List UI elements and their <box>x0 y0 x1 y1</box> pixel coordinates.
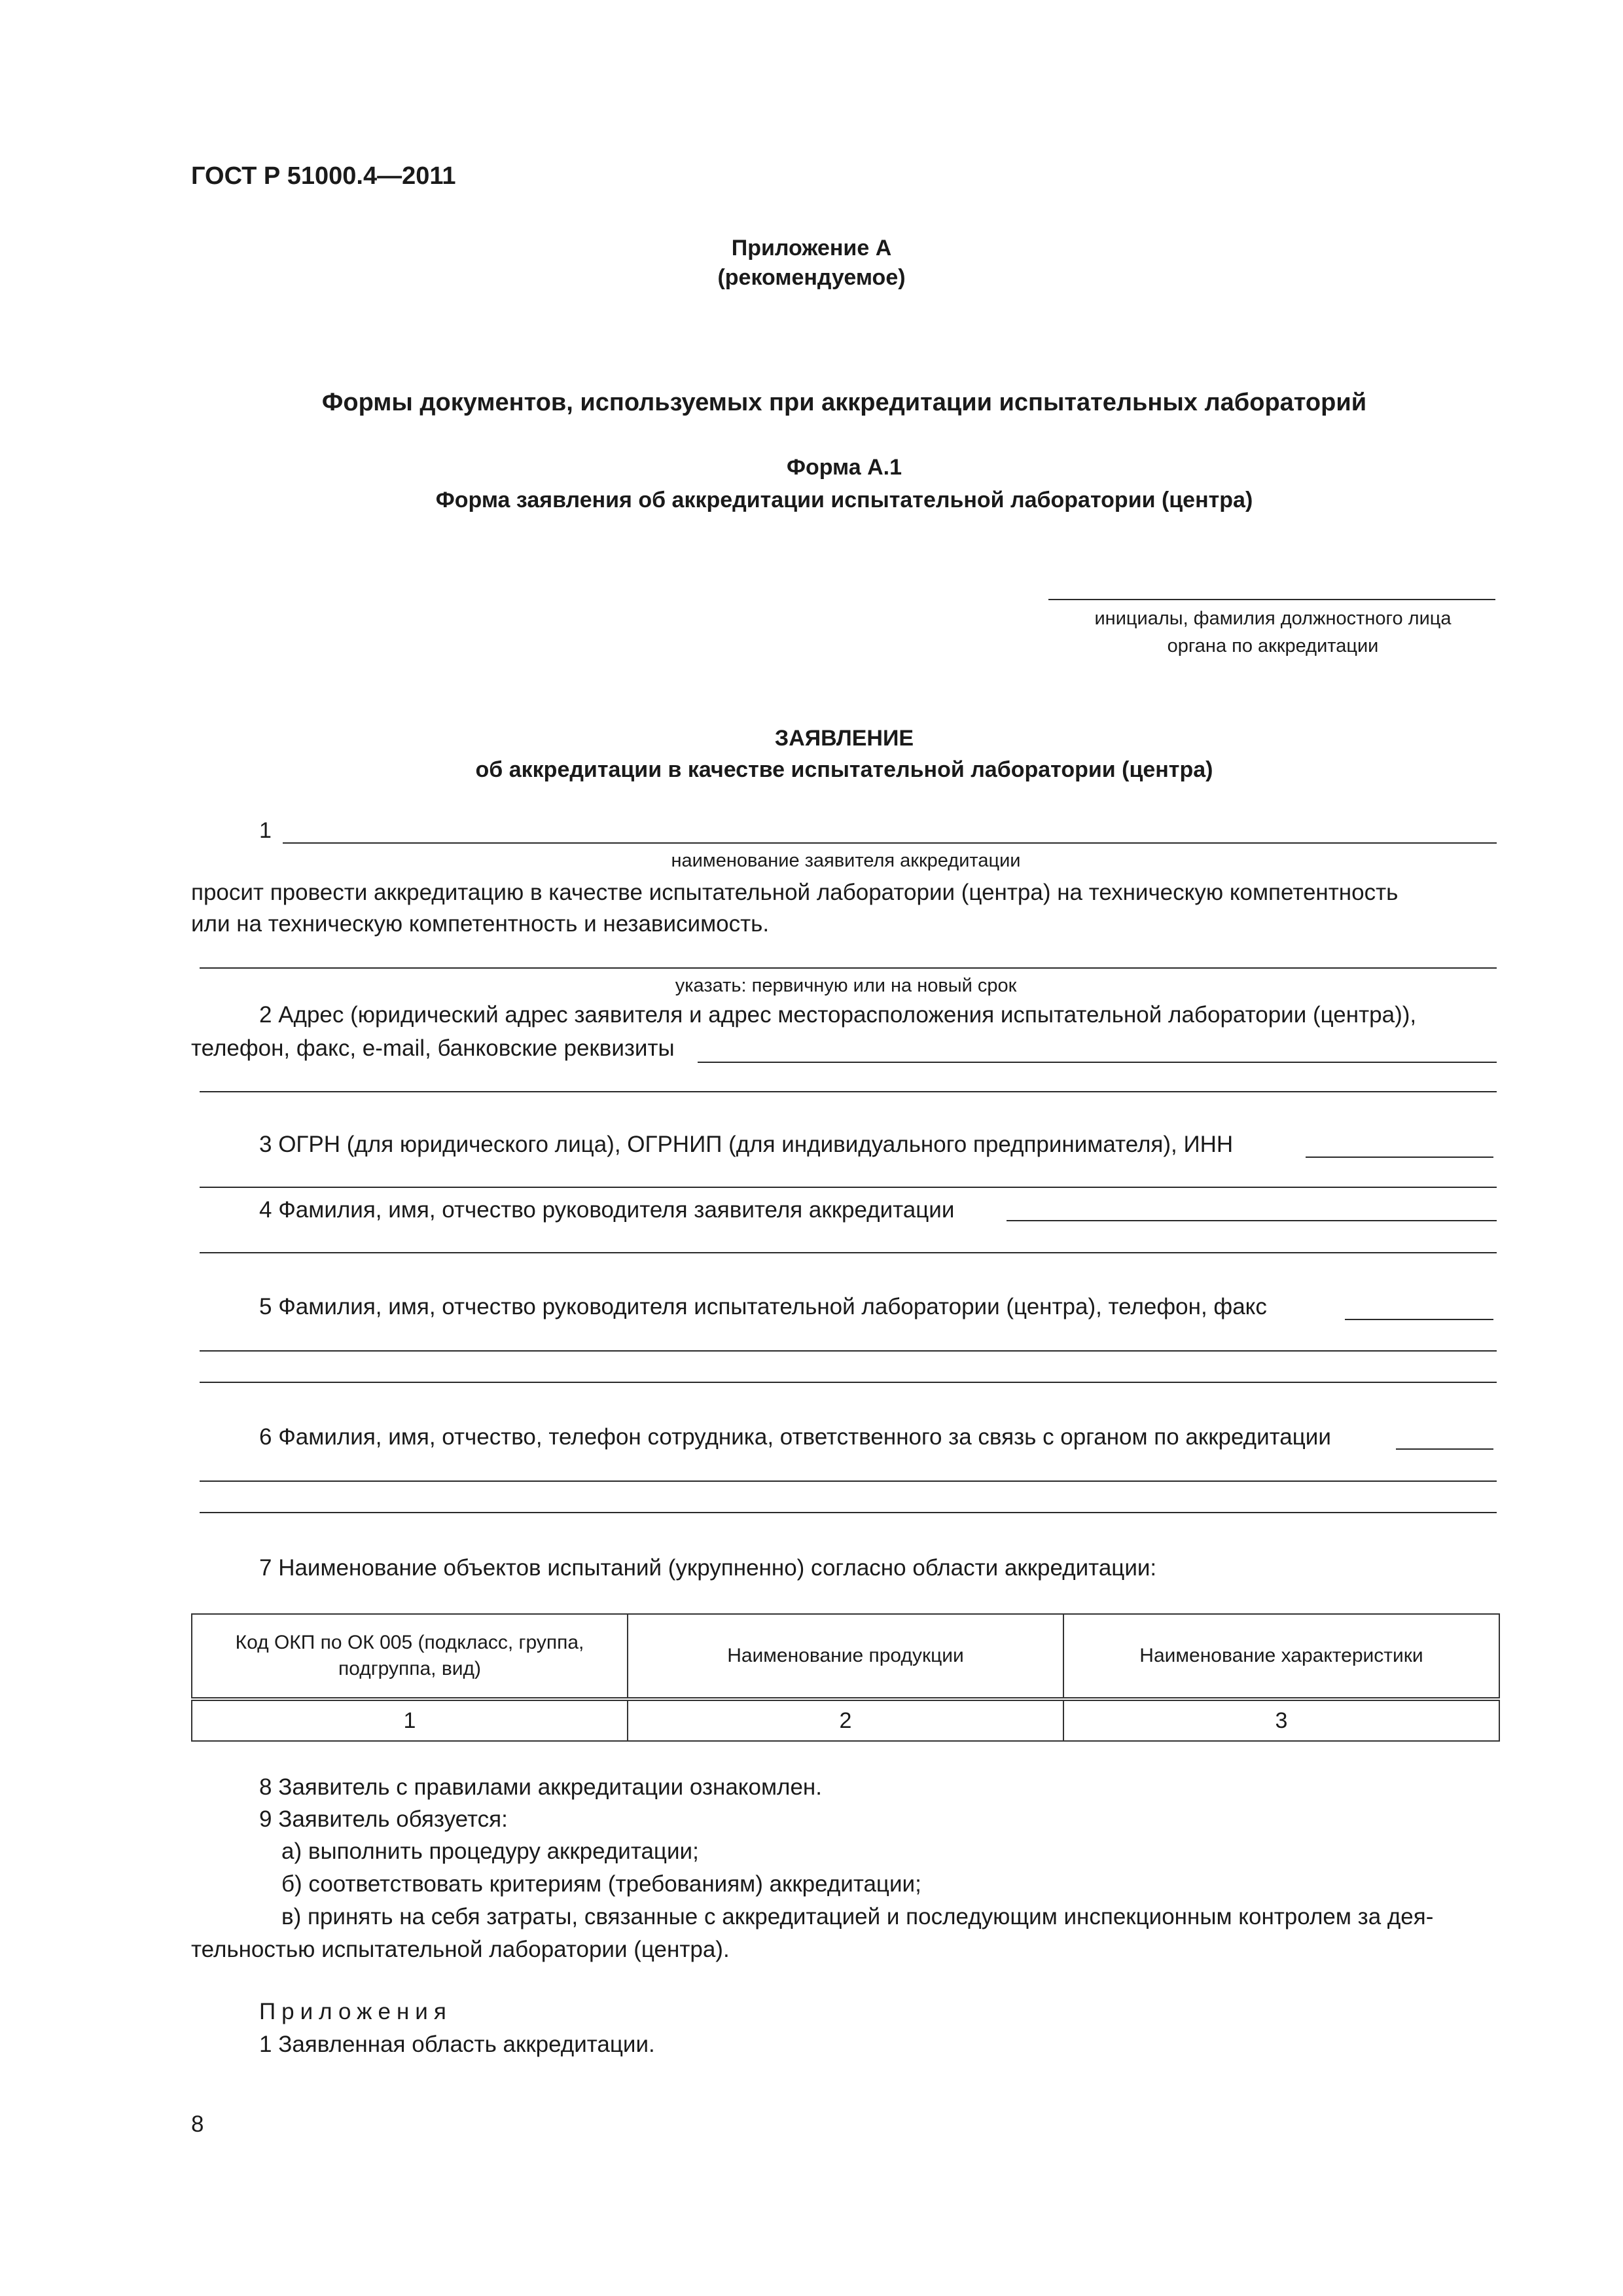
statement-title: ЗАЯВЛЕНИЕ <box>774 726 914 751</box>
standard-number: ГОСТ Р 51000.4—2011 <box>191 162 456 190</box>
form-title: Форма заявления об аккредитации испытательной лаборатории (центра) <box>435 488 1253 512</box>
page-number: 8 <box>191 2111 204 2137</box>
accreditation-objects-table <box>191 1613 1500 1742</box>
table-cell-number-3: 3 <box>1063 1699 1499 1741</box>
attachment-item-1: 1 Заявленная область аккредитации. <box>259 2032 655 2057</box>
obligation-b: б) соответствовать критериям (требованиям) аккредитации; <box>281 1871 921 1897</box>
lab-head-line-1[interactable] <box>1345 1319 1493 1320</box>
term-line[interactable] <box>200 967 1497 969</box>
lab-head-line-2[interactable] <box>200 1350 1497 1352</box>
appendix-status: (рекомендуемое) <box>717 265 906 290</box>
table-header-okp-code: Код ОКП по ОК 005 (подкласс, группа, подгруппа, вид) <box>192 1614 628 1699</box>
appendix-title: Приложение А <box>731 236 892 260</box>
item-5-text: 5 Фамилия, имя, отчество руководителя испытательной лаборатории (центра), телефон, факс <box>259 1294 1267 1319</box>
obligation-v-1: в) принять на себя затраты, связанные с аккредитацией и последующим инспекционным контролем за дея- <box>281 1904 1434 1929</box>
section-title: Формы документов, используемых при аккредитации испытательных лабораторий <box>321 389 1367 416</box>
table-header-product-name: Наименование продукции <box>628 1614 1063 1699</box>
item-4-text: 4 Фамилия, имя, отчество руководителя заявителя аккредитации <box>259 1197 955 1223</box>
contact-line-3[interactable] <box>200 1512 1497 1513</box>
table-cell-number-1: 1 <box>192 1699 628 1741</box>
addressee-line <box>1048 599 1495 600</box>
item-1-text-2: или на техническую компетентность и независимость. <box>191 911 770 937</box>
attachments-title: Приложения <box>259 1999 452 2024</box>
table-row <box>192 1699 1499 1741</box>
obligation-v-2: тельностью испытательной лаборатории (центра). <box>191 1937 730 1962</box>
item-3-text: 3 ОГРН (для юридического лица), ОГРНИП (для индивидуального предпринимателя), ИНН <box>259 1132 1234 1157</box>
item-9-text: 9 Заявитель обязуется: <box>259 1806 508 1832</box>
table-header-row <box>192 1614 1499 1699</box>
item-1-number: 1 <box>259 818 272 843</box>
table-cell-number-2: 2 <box>628 1699 1063 1741</box>
term-caption: указать: первичную или на новый срок <box>675 975 1017 996</box>
statement-subtitle: об аккредитации в качестве испытательной лаборатории (центра) <box>475 757 1213 782</box>
ogrn-line-2[interactable] <box>200 1187 1497 1188</box>
head-name-line-2[interactable] <box>200 1252 1497 1253</box>
addressee-caption-1: инициалы, фамилия должностного лица <box>1094 608 1452 629</box>
table-header-characteristic-name: Наименование характеристики <box>1063 1614 1499 1699</box>
item-2-text-2: телефон, факс, e-mail, банковские реквизиты <box>191 1035 675 1061</box>
item-1-text-1: просит провести аккредитацию в качестве испытательной лаборатории (центра) на техническую компетентность <box>191 880 1399 905</box>
contact-line-1[interactable] <box>1396 1448 1493 1450</box>
applicant-name-line[interactable] <box>283 842 1497 844</box>
item-6-text: 6 Фамилия, имя, отчество, телефон сотрудника, ответственного за связь с органом по аккредитации <box>259 1424 1331 1450</box>
head-name-line-1[interactable] <box>1007 1220 1497 1221</box>
address-line-1[interactable] <box>698 1062 1497 1063</box>
item-8-text: 8 Заявитель с правилами аккредитации ознакомлен. <box>259 1774 822 1800</box>
item-2-text-1: 2 Адрес (юридический адрес заявителя и адрес месторасположения испытательной лаборатории (центра)), <box>259 1002 1417 1028</box>
ogrn-line-1[interactable] <box>1306 1157 1493 1158</box>
item-7-text: 7 Наименование объектов испытаний (укрупненно) согласно области аккредитации: <box>259 1555 1157 1581</box>
addressee-caption-2: органа по аккредитации <box>1167 636 1379 656</box>
contact-line-2[interactable] <box>200 1480 1497 1482</box>
address-line-2[interactable] <box>200 1091 1497 1092</box>
applicant-name-caption: наименование заявителя аккредитации <box>671 850 1021 871</box>
obligation-a: а) выполнить процедуру аккредитации; <box>281 1839 699 1864</box>
lab-head-line-3[interactable] <box>200 1382 1497 1383</box>
form-number: Форма А.1 <box>786 455 902 480</box>
